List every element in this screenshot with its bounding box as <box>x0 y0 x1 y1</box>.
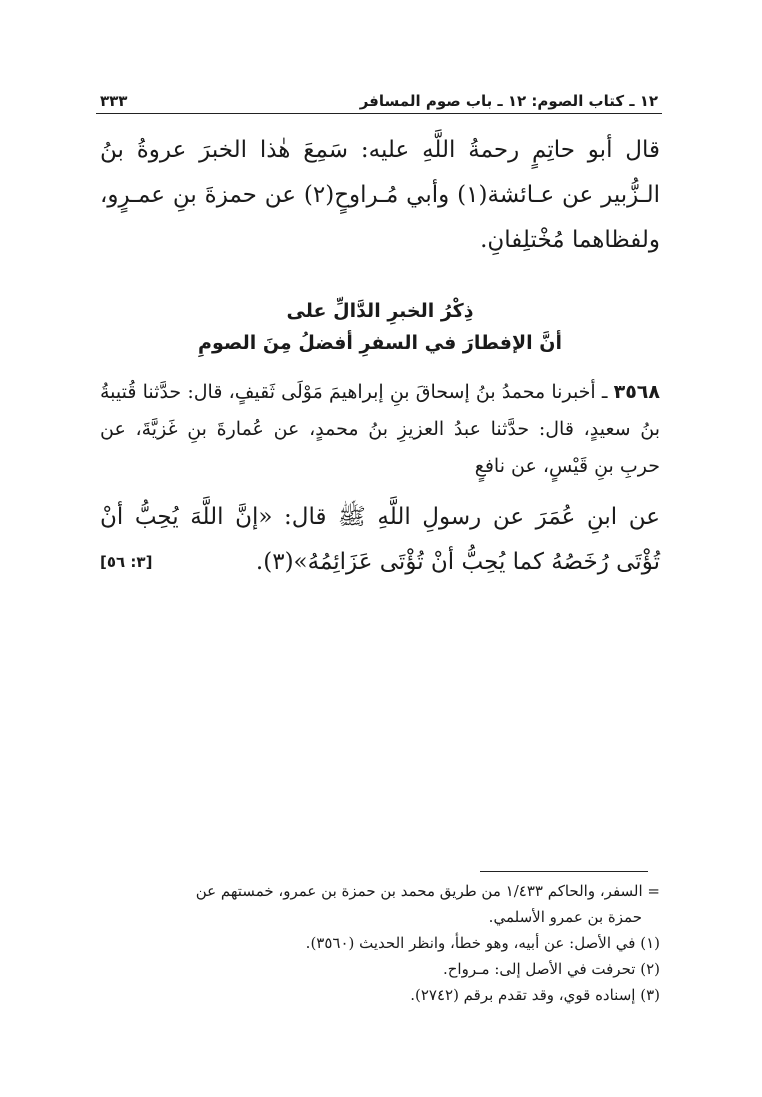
hadith-matn: عن ابنِ عُمَرَ عن رسولِ اللَّهِ ﷺ قال: «إنَّ اللَّهَ يُحِبُّ أنْ تُؤْتَى رُخَصُهُ كما يُحِبُّ أنْ تُؤْتَى عَزَائِمُهُ»(٣). <box>100 504 660 575</box>
header-rule <box>96 113 662 114</box>
footnote-1: (١) في الأصل: عن أبيه، وهو خطأ، وانظر الحديث (٣٥٦٠). <box>305 934 660 952</box>
footnote-continuation: = السفر، والحاكم ١/٤٣٣ من طريق محمد بن حمزة بن عمرو، خمستهم عن <box>195 882 660 900</box>
section-heading-line1: ذِكْرُ الخبرِ الدَّالِّ على <box>286 300 474 322</box>
isnad-text: ـ أخبرنا محمدُ بنُ إسحاقَ بنِ إبراهيمَ مَوْلَى ثَقيفٍ، قال: حدَّثنا قُتيبةُ بنُ سعيدٍ، قال: حدَّثنا عبدُ العزيزِ بنُ محمدٍ، عن عُمارةَ بنِ غَزيَّةَ، عن حربِ بنِ قَيْسٍ، عن نافعٍ <box>100 381 660 477</box>
footnote-2: (٢) تحرفت في الأصل إلى: مـرواح. <box>442 960 660 978</box>
section-heading-line2: أنَّ الإفطارَ في السفرِ أفضلُ مِنَ الصومِ <box>198 332 562 354</box>
page-number: ٣٣٣ <box>100 92 128 110</box>
footnote-rule <box>480 871 648 872</box>
footnote-3: (٣) إسناده قوي، وقد تقدم برقم (٢٧٤٢). <box>410 986 660 1004</box>
hadith-reference: [٣: ٥٦] <box>100 553 153 571</box>
footnotes <box>100 878 660 1008</box>
footnote-continuation-2: حمزة بن عمرو الأسلمي. <box>488 908 642 926</box>
chapter-title: ١٢ ـ كتاب الصوم: ١٢ ـ باب صوم المسافر <box>359 92 658 110</box>
intro-paragraph: قال أبو حاتِمٍ رحمةُ اللَّهِ عليه: سَمِعَ هٰذا الخبرَ عروةُ بنُ الـزُّبير عن عـائشة(١) وأبي مُـراوحٍ(٢) عن حمزةَ بنِ عمـرٍو، ولفظاهما مُخْتلِفانِ. <box>100 137 661 253</box>
running-header <box>100 84 658 110</box>
hadith-isnad <box>100 374 660 485</box>
hadith-number: ٣٥٦٨ <box>613 381 660 403</box>
